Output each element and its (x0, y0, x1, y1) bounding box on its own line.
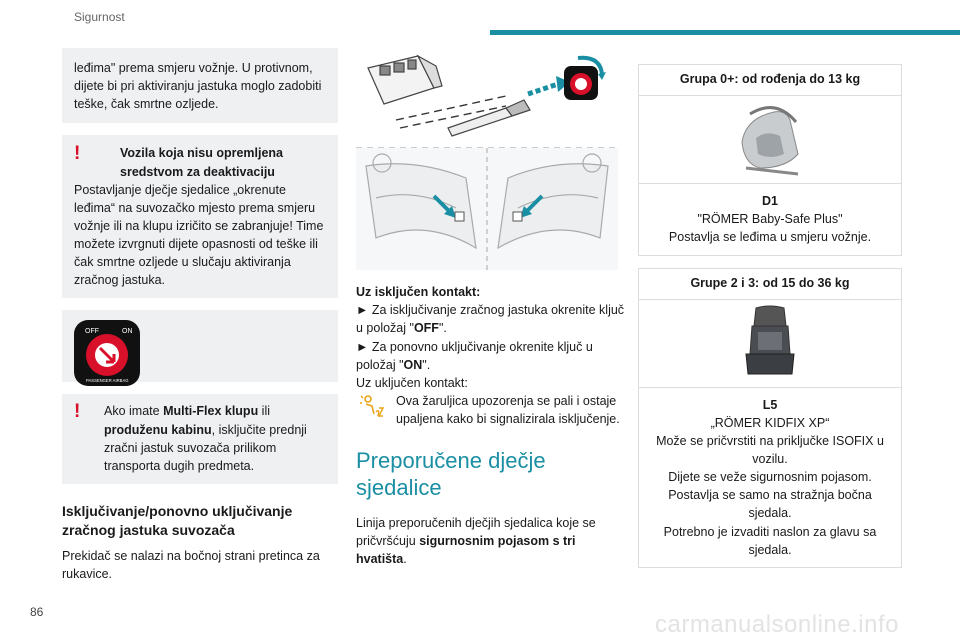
intro-text: leđima" prema smjeru vožnje. U protivnom, dijete bi pri aktiviranju jastuka moglo zadobiti teške, čak smrtne ozljede. (74, 61, 322, 112)
warning2-pre: Ako imate (104, 404, 164, 419)
middle-column (356, 48, 626, 568)
step1-pre: ► Za isključivanje zračnog jastuka okrenite ključ u položaj " (356, 303, 625, 336)
airbag-off-label: OFF (85, 328, 99, 336)
warning-body: Postavljanje dječje sjedalice „okrenute leđima“ na suvozačko mjesto prema smjeru vožnje ili na klupu izričito se zabranjuje! Time možete izvrgnuti dijete opasnosti od teške ili čak smrtne ozljede u slučaju aktiviranja zračnog jastuka. (74, 182, 324, 288)
rec-post: . (403, 552, 407, 567)
card-name: „RÖMER KIDFIX XP“ (710, 415, 830, 430)
left-column (62, 48, 338, 583)
rec-bold: sigurnosnim pojasom s tri hvatišta (356, 533, 576, 567)
card-title: Grupe 2 i 3: od 15 do 36 kg (639, 269, 901, 300)
lamp-row (356, 392, 626, 428)
airbag-indicator-box (62, 310, 338, 382)
card-code: L5 (762, 397, 778, 412)
watermark: carmanualsonline.info (655, 611, 899, 638)
airbag-ring-label: PASSENGER AIRBAG (86, 378, 129, 384)
section-heading: Isključivanje/ponovno uključivanje zračnog jastuka suvozača (62, 502, 293, 539)
card-body (639, 184, 901, 254)
airbag-switch-illustration (356, 48, 618, 270)
warning2-content (74, 402, 326, 475)
warning-box-multiflex (62, 394, 338, 484)
step1-post: ". (438, 321, 447, 336)
right-column (638, 64, 902, 580)
header-accent-bar (490, 30, 960, 35)
step2-pre: ► Za ponovno uključivanje okrenite ključ u položaj " (356, 339, 593, 372)
ignition-on-label: Uz uključen kontakt: (356, 375, 468, 390)
airbag-on-label: ON (122, 328, 133, 336)
recommended-text (356, 514, 626, 568)
card-title: Grupa 0+: od rođenja do 13 kg (639, 65, 901, 96)
exclamation-icon: ! (74, 401, 81, 423)
card-name: "RÖMER Baby-Safe Plus" (697, 212, 843, 227)
warning-content (74, 144, 326, 180)
baby-seat-icon (736, 102, 804, 178)
section-text: Prekidač se nalazi na bočnoj strani pretinca za rukavice. (62, 548, 320, 581)
exclamation-icon: ! (74, 143, 81, 165)
warning2-mid: ili (258, 404, 271, 419)
warning-box-no-deactivation (62, 135, 338, 298)
passenger-airbag-switch-icon (74, 320, 140, 386)
card-image (639, 300, 901, 388)
lamp-text: Ova žaruljica upozorenja se pali i ostaje upaljena kako bi signalizirala isključenje. (396, 393, 620, 426)
rec-pre: Linija preporučenih dječjih sjedalica koje se pričvršćuju (356, 515, 596, 548)
section-title: Sigurnost (74, 10, 125, 24)
step1-bold: OFF (413, 321, 439, 336)
instructions (356, 283, 626, 428)
card-desc-headrest: Potrebno je izvaditi naslon za glavu sa sjedala. (663, 524, 877, 557)
seat-card-group23 (638, 268, 902, 568)
card-desc-isofix: Može se pričvrstiti na priključke ISOFIX u vozilu. (656, 433, 884, 466)
card-body (639, 388, 901, 567)
step2-bold: ON (403, 357, 423, 372)
step2-post: ". (422, 357, 431, 372)
step-on (356, 338, 626, 374)
intro-box (62, 48, 338, 123)
warning2-post: , isključite prednji zračni jastuk suvozača prilikom transporta dugih predmeta. (104, 422, 307, 473)
warning-title: Vozila koja nisu opremljena sredstvom za deaktivaciju (120, 146, 284, 179)
booster-seat-icon (742, 304, 798, 382)
card-image (639, 96, 901, 184)
card-desc-belt: Dijete se veže sigurnosnim pojasom. (668, 470, 872, 485)
warning2-bold2: produženu kabinu (104, 422, 212, 437)
page-number: 86 (30, 605, 44, 619)
warning2-first-line (88, 402, 326, 475)
card-desc: Postavlja se leđima u smjeru vožnje. (668, 230, 872, 245)
seat-card-group0 (638, 64, 902, 256)
step-off (356, 301, 626, 337)
card-code: D1 (762, 194, 778, 209)
ignition-off-label: Uz isključen kontakt: (356, 285, 481, 300)
recommended-seats-heading: Preporučene dječje sjedalice (356, 448, 546, 500)
card-desc-rear: Postavlja se samo na stražnja bočna sjedala. (668, 488, 872, 521)
warning2-bold1: Multi-Flex klupu (163, 404, 259, 419)
airbag-warning-lamp-icon (360, 394, 384, 418)
